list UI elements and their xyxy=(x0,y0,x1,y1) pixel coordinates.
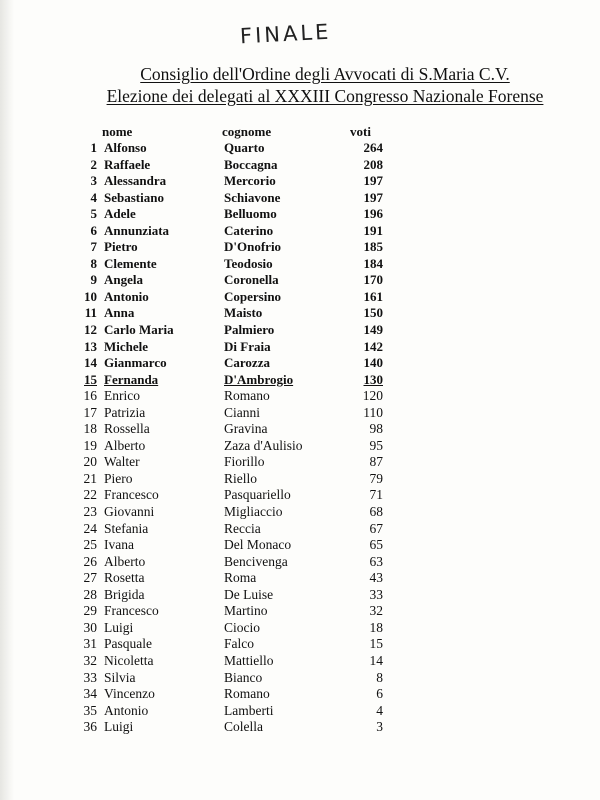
last-name: Quarto xyxy=(224,140,265,155)
vote-count: 197 xyxy=(363,173,383,189)
last-name: Teodosio xyxy=(224,255,273,271)
first-name: Pasquale xyxy=(104,636,152,652)
row-number: 29 xyxy=(83,603,97,619)
table-row xyxy=(0,636,600,653)
table-row xyxy=(0,140,600,157)
vote-count: 43 xyxy=(369,570,383,586)
vote-count: 33 xyxy=(369,586,383,602)
row-number: 15 xyxy=(84,371,97,387)
row-number: 21 xyxy=(83,470,97,486)
vote-count: 161 xyxy=(363,288,383,304)
last-name: De Luise xyxy=(224,586,274,602)
table-row xyxy=(0,239,600,256)
first-name: Michele xyxy=(104,338,149,354)
vote-count: 149 xyxy=(363,322,383,338)
last-name: Ciocio xyxy=(224,619,260,635)
vote-count: 63 xyxy=(369,553,383,569)
first-name: Alberto xyxy=(104,553,146,569)
vote-count: 15 xyxy=(369,636,383,652)
row-number: 31 xyxy=(83,636,97,652)
first-name: Antonio xyxy=(104,288,149,304)
table-row xyxy=(0,487,600,504)
row-number: 11 xyxy=(84,305,97,321)
first-name: Alessandra xyxy=(104,173,167,189)
first-name: Alberto xyxy=(104,437,146,453)
vote-count: 110 xyxy=(363,404,383,420)
table-row xyxy=(0,206,600,223)
first-name: Pietro xyxy=(104,239,138,255)
vote-count: 191 xyxy=(363,222,383,238)
last-name: Cianni xyxy=(224,404,260,420)
vote-count: 71 xyxy=(369,487,383,503)
table-row xyxy=(0,157,600,174)
last-name: Colella xyxy=(224,719,263,735)
vote-count: 140 xyxy=(363,355,383,371)
table-row xyxy=(0,620,600,637)
results-table xyxy=(0,140,600,736)
table-row xyxy=(0,388,600,405)
last-name: Coronella xyxy=(224,272,279,288)
row-number: 34 xyxy=(83,686,97,702)
vote-count: 120 xyxy=(362,388,383,404)
last-name: Copersino xyxy=(224,288,282,304)
first-name: Raffaele xyxy=(104,156,151,172)
table-row xyxy=(0,471,600,488)
last-name: Bianco xyxy=(224,669,263,685)
row-number: 19 xyxy=(83,437,97,453)
vote-count: 150 xyxy=(363,305,383,321)
row-number: 4 xyxy=(90,189,97,205)
last-name: Falco xyxy=(224,636,254,652)
table-row xyxy=(0,719,600,736)
last-name: Zaza d'Aulisio xyxy=(224,437,303,453)
table-row xyxy=(0,670,600,687)
first-name: Enrico xyxy=(104,388,140,404)
first-name: Francesco xyxy=(104,487,159,503)
row-number: 3 xyxy=(90,173,97,189)
row-number: 6 xyxy=(90,222,97,238)
first-name: Luigi xyxy=(104,619,134,635)
table-row xyxy=(0,703,600,720)
first-name: Brigida xyxy=(104,586,145,602)
last-name: Migliaccio xyxy=(224,504,283,520)
last-name: D'Onofrio xyxy=(224,239,282,255)
first-name: Vincenzo xyxy=(104,686,155,702)
last-name: Schiavone xyxy=(224,189,281,205)
last-name: Roma xyxy=(224,570,257,586)
first-name: Piero xyxy=(104,470,133,486)
row-number: 26 xyxy=(83,553,97,569)
table-row xyxy=(0,587,600,604)
handwritten-note: FINALE xyxy=(239,19,332,49)
row-number: 13 xyxy=(84,338,97,354)
last-name: Caterino xyxy=(224,222,274,238)
table-row xyxy=(0,372,600,389)
vote-count: 87 xyxy=(369,454,383,470)
vote-count: 208 xyxy=(363,156,383,172)
document-subtitle: Elezione dei delegati al XXXIII Congresso Nazionale Forense xyxy=(106,86,544,106)
row-number: 32 xyxy=(83,652,97,668)
table-row xyxy=(0,454,600,471)
row-number: 35 xyxy=(83,702,97,718)
row-number: 23 xyxy=(83,504,97,520)
row-number: 36 xyxy=(83,719,97,735)
vote-count: 79 xyxy=(369,470,383,486)
vote-count: 14 xyxy=(369,652,383,668)
column-header-votes: voti xyxy=(350,124,371,139)
last-name: Pasquariello xyxy=(224,487,291,503)
first-name: Angela xyxy=(104,272,143,288)
table-row xyxy=(0,289,600,306)
first-name: Giovanni xyxy=(104,504,155,520)
table-row xyxy=(0,570,600,587)
table-row xyxy=(0,438,600,455)
row-number: 20 xyxy=(83,454,97,470)
table-row xyxy=(0,173,600,190)
last-name: Mercorio xyxy=(224,173,276,189)
first-name: Francesco xyxy=(104,603,159,619)
last-name: Riello xyxy=(224,470,257,486)
table-row xyxy=(0,653,600,670)
row-number: 1 xyxy=(90,140,97,155)
last-name: Lamberti xyxy=(224,702,274,718)
last-name: Di Fraia xyxy=(224,338,271,354)
last-name: D'Ambrogio xyxy=(224,371,294,387)
first-name: Gianmarco xyxy=(104,355,167,371)
table-row xyxy=(0,554,600,571)
table-row xyxy=(0,223,600,240)
row-number: 28 xyxy=(83,586,97,602)
vote-count: 184 xyxy=(363,255,383,271)
row-number: 25 xyxy=(83,537,97,553)
row-number: 33 xyxy=(83,669,97,685)
table-row xyxy=(0,421,600,438)
last-name: Carozza xyxy=(224,355,270,371)
table-row xyxy=(0,504,600,521)
last-name: Maisto xyxy=(224,305,263,321)
column-header-first-name: nome xyxy=(102,124,133,139)
last-name: Del Monaco xyxy=(224,537,292,553)
row-number: 14 xyxy=(84,355,97,371)
first-name: Silvia xyxy=(104,669,136,685)
first-name: Ivana xyxy=(104,537,134,553)
last-name: Bencivenga xyxy=(224,553,288,569)
row-number: 12 xyxy=(84,322,97,338)
table-row xyxy=(0,272,600,289)
vote-count: 68 xyxy=(369,504,383,520)
first-name: Stefania xyxy=(104,520,149,536)
vote-count: 95 xyxy=(369,437,383,453)
row-number: 9 xyxy=(90,272,97,288)
first-name: Luigi xyxy=(104,719,134,735)
vote-count: 8 xyxy=(376,669,383,685)
table-row xyxy=(0,405,600,422)
last-name: Romano xyxy=(224,388,270,404)
vote-count: 264 xyxy=(363,140,383,155)
first-name: Carlo Maria xyxy=(104,322,174,338)
row-number: 8 xyxy=(90,255,97,271)
first-name: Alfonso xyxy=(104,140,147,155)
vote-count: 170 xyxy=(363,272,383,288)
vote-count: 196 xyxy=(363,206,383,222)
row-number: 18 xyxy=(83,421,97,437)
table-row xyxy=(0,339,600,356)
vote-count: 32 xyxy=(369,603,383,619)
first-name: Adele xyxy=(104,206,136,222)
first-name: Antonio xyxy=(104,702,149,718)
table-row xyxy=(0,355,600,372)
first-name: Anna xyxy=(104,305,135,321)
table-row xyxy=(0,305,600,322)
row-number: 7 xyxy=(90,239,97,255)
vote-count: 4 xyxy=(376,702,383,718)
first-name: Fernanda xyxy=(104,371,159,387)
row-number: 24 xyxy=(83,520,97,536)
first-name: Annunziata xyxy=(104,222,170,238)
first-name: Rosetta xyxy=(104,570,145,586)
table-row xyxy=(0,190,600,207)
first-name: Patrizia xyxy=(104,404,146,420)
last-name: Palmiero xyxy=(224,322,275,338)
vote-count: 18 xyxy=(369,619,383,635)
column-header-last-name: cognome xyxy=(222,124,272,139)
row-number: 16 xyxy=(83,388,97,404)
last-name: Mattiello xyxy=(224,652,274,668)
document-title: Consiglio dell'Ordine degli Avvocati di S.Maria C.V. xyxy=(140,64,510,84)
table-row xyxy=(0,686,600,703)
vote-count: 130 xyxy=(363,371,383,387)
row-number: 2 xyxy=(90,156,97,172)
table-row xyxy=(0,256,600,273)
row-number: 27 xyxy=(83,570,97,586)
last-name: Belluomo xyxy=(224,206,277,222)
table-row xyxy=(0,603,600,620)
vote-count: 185 xyxy=(363,239,383,255)
vote-count: 65 xyxy=(369,537,383,553)
row-number: 5 xyxy=(90,206,97,222)
row-number: 22 xyxy=(83,487,97,503)
vote-count: 98 xyxy=(369,421,383,437)
row-number: 30 xyxy=(83,619,97,635)
vote-count: 3 xyxy=(376,719,383,735)
vote-count: 67 xyxy=(369,520,383,536)
first-name: Walter xyxy=(104,454,140,470)
last-name: Romano xyxy=(224,686,270,702)
first-name: Sebastiano xyxy=(104,189,164,205)
first-name: Rossella xyxy=(104,421,150,437)
last-name: Fiorillo xyxy=(224,454,265,470)
last-name: Martino xyxy=(224,603,268,619)
table-row xyxy=(0,322,600,339)
table-row xyxy=(0,537,600,554)
vote-count: 6 xyxy=(376,686,383,702)
vote-count: 197 xyxy=(363,189,383,205)
first-name: Nicoletta xyxy=(104,652,154,668)
last-name: Gravina xyxy=(224,421,268,437)
row-number: 17 xyxy=(83,404,97,420)
vote-count: 142 xyxy=(363,338,383,354)
last-name: Reccia xyxy=(224,520,261,536)
first-name: Clemente xyxy=(104,255,157,271)
row-number: 10 xyxy=(84,288,97,304)
last-name: Boccagna xyxy=(224,156,278,172)
table-row xyxy=(0,521,600,538)
